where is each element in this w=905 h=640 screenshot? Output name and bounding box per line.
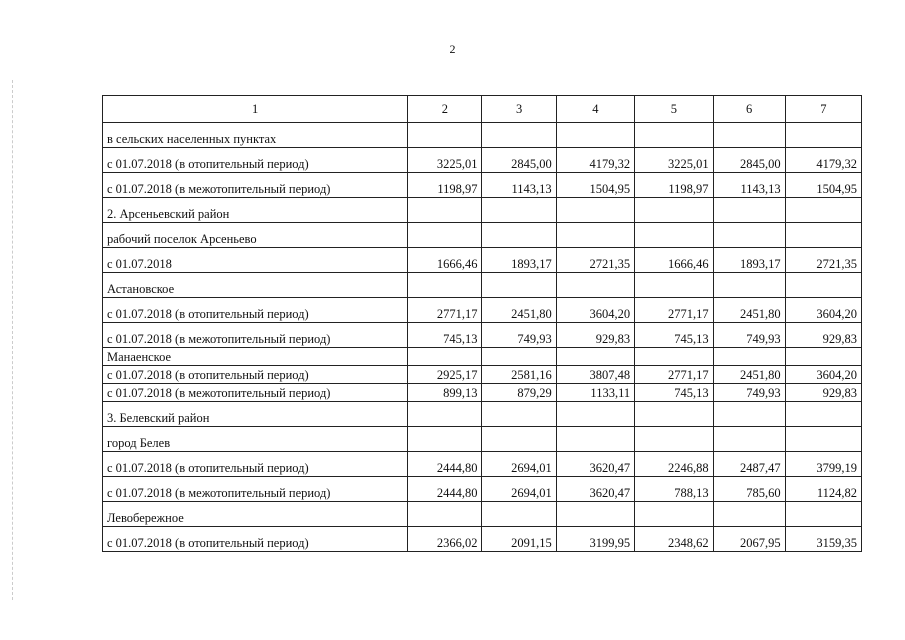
value-cell [785, 427, 861, 452]
table-row [103, 366, 862, 384]
table-row [103, 452, 862, 477]
table-header-row [103, 96, 862, 123]
value-cell: 3799,19 [785, 452, 861, 477]
value-cell [556, 198, 634, 223]
value-cell: 3225,01 [635, 148, 713, 173]
row-label: с 01.07.2018 (в отопительный период) [103, 527, 408, 552]
row-label: с 01.07.2018 (в отопительный период) [103, 148, 408, 173]
table-row [103, 427, 862, 452]
value-cell: 2067,95 [713, 527, 785, 552]
column-header: 4 [556, 96, 634, 123]
value-cell [635, 427, 713, 452]
table-row [103, 198, 862, 223]
value-cell [482, 502, 556, 527]
value-cell: 2845,00 [713, 148, 785, 173]
value-cell [408, 502, 482, 527]
value-cell: 899,13 [408, 384, 482, 402]
value-cell: 2771,17 [635, 298, 713, 323]
value-cell: 2771,17 [635, 366, 713, 384]
value-cell [635, 502, 713, 527]
value-cell: 3604,20 [556, 298, 634, 323]
row-label: в сельских населенных пунктах [103, 123, 408, 148]
table-row [103, 223, 862, 248]
value-cell [556, 427, 634, 452]
value-cell: 2925,17 [408, 366, 482, 384]
value-cell [556, 223, 634, 248]
value-cell [635, 198, 713, 223]
value-cell [408, 223, 482, 248]
value-cell: 2451,80 [482, 298, 556, 323]
tariff-table-body [103, 96, 862, 552]
value-cell: 3225,01 [408, 148, 482, 173]
value-cell [408, 402, 482, 427]
value-cell [713, 348, 785, 366]
value-cell [556, 273, 634, 298]
value-cell [635, 402, 713, 427]
row-label: с 01.07.2018 (в межотопительный период) [103, 323, 408, 348]
value-cell [482, 198, 556, 223]
value-cell: 2451,80 [713, 298, 785, 323]
table-row [103, 502, 862, 527]
value-cell [482, 348, 556, 366]
value-cell: 879,29 [482, 384, 556, 402]
row-label: с 01.07.2018 (в межотопительный период) [103, 173, 408, 198]
value-cell [482, 427, 556, 452]
row-label: рабочий поселок Арсеньево [103, 223, 408, 248]
value-cell: 749,93 [713, 323, 785, 348]
value-cell [713, 273, 785, 298]
column-header: 7 [785, 96, 861, 123]
value-cell: 785,60 [713, 477, 785, 502]
value-cell: 1504,95 [785, 173, 861, 198]
value-cell [713, 123, 785, 148]
table-row [103, 323, 862, 348]
value-cell: 3620,47 [556, 452, 634, 477]
column-header: 3 [482, 96, 556, 123]
table-row [103, 348, 862, 366]
row-label: с 01.07.2018 (в отопительный период) [103, 298, 408, 323]
value-cell: 745,13 [635, 323, 713, 348]
value-cell: 1143,13 [713, 173, 785, 198]
row-label: 2. Арсеньевский район [103, 198, 408, 223]
value-cell [408, 123, 482, 148]
value-cell: 2444,80 [408, 477, 482, 502]
value-cell: 929,83 [785, 384, 861, 402]
value-cell [482, 273, 556, 298]
value-cell: 929,83 [785, 323, 861, 348]
value-cell: 2444,80 [408, 452, 482, 477]
value-cell [785, 123, 861, 148]
value-cell [482, 123, 556, 148]
table-row [103, 477, 862, 502]
tariff-table [102, 95, 862, 552]
value-cell [635, 223, 713, 248]
table-row [103, 148, 862, 173]
column-header: 2 [408, 96, 482, 123]
value-cell: 1666,46 [408, 248, 482, 273]
table-row [103, 273, 862, 298]
value-cell [785, 273, 861, 298]
value-cell [713, 502, 785, 527]
row-label: Астановское [103, 273, 408, 298]
value-cell: 4179,32 [556, 148, 634, 173]
value-cell: 2771,17 [408, 298, 482, 323]
value-cell: 2694,01 [482, 477, 556, 502]
value-cell [785, 402, 861, 427]
row-label: Левобережное [103, 502, 408, 527]
value-cell [408, 198, 482, 223]
value-cell: 1133,11 [556, 384, 634, 402]
value-cell [556, 502, 634, 527]
value-cell: 2581,16 [482, 366, 556, 384]
column-header: 1 [103, 96, 408, 123]
value-cell [482, 223, 556, 248]
row-label: с 01.07.2018 (в межотопительный период) [103, 384, 408, 402]
value-cell [713, 402, 785, 427]
value-cell: 1893,17 [713, 248, 785, 273]
row-label: город Белев [103, 427, 408, 452]
table-row [103, 527, 862, 552]
value-cell: 2091,15 [482, 527, 556, 552]
value-cell: 749,93 [713, 384, 785, 402]
value-cell [785, 223, 861, 248]
value-cell: 1504,95 [556, 173, 634, 198]
table-row [103, 173, 862, 198]
value-cell: 745,13 [635, 384, 713, 402]
value-cell [408, 348, 482, 366]
value-cell [408, 427, 482, 452]
value-cell: 3620,47 [556, 477, 634, 502]
value-cell [635, 123, 713, 148]
table-row [103, 298, 862, 323]
table-row [103, 248, 862, 273]
table-row [103, 384, 862, 402]
value-cell: 3159,35 [785, 527, 861, 552]
value-cell [785, 502, 861, 527]
row-label: 3. Белевский район [103, 402, 408, 427]
value-cell: 2366,02 [408, 527, 482, 552]
value-cell: 3807,48 [556, 366, 634, 384]
value-cell: 2721,35 [556, 248, 634, 273]
value-cell: 1143,13 [482, 173, 556, 198]
value-cell [635, 273, 713, 298]
value-cell [713, 427, 785, 452]
value-cell [556, 402, 634, 427]
value-cell: 749,93 [482, 323, 556, 348]
value-cell: 3604,20 [785, 366, 861, 384]
value-cell [785, 348, 861, 366]
value-cell [556, 123, 634, 148]
row-label: с 01.07.2018 (в межотопительный период) [103, 477, 408, 502]
row-label: с 01.07.2018 (в отопительный период) [103, 452, 408, 477]
row-label: с 01.07.2018 (в отопительный период) [103, 366, 408, 384]
row-label: с 01.07.2018 [103, 248, 408, 273]
table-row [103, 402, 862, 427]
value-cell [556, 348, 634, 366]
margin-mark [12, 80, 14, 600]
value-cell: 2246,88 [635, 452, 713, 477]
value-cell: 745,13 [408, 323, 482, 348]
row-label: Манаенское [103, 348, 408, 366]
value-cell: 788,13 [635, 477, 713, 502]
value-cell: 1666,46 [635, 248, 713, 273]
value-cell: 1198,97 [635, 173, 713, 198]
value-cell: 4179,32 [785, 148, 861, 173]
value-cell: 3604,20 [785, 298, 861, 323]
value-cell: 1198,97 [408, 173, 482, 198]
value-cell [635, 348, 713, 366]
column-header: 5 [635, 96, 713, 123]
value-cell [482, 402, 556, 427]
value-cell [713, 223, 785, 248]
value-cell: 2451,80 [713, 366, 785, 384]
value-cell: 2721,35 [785, 248, 861, 273]
value-cell: 2487,47 [713, 452, 785, 477]
value-cell: 3199,95 [556, 527, 634, 552]
value-cell [713, 198, 785, 223]
value-cell: 2694,01 [482, 452, 556, 477]
value-cell: 1893,17 [482, 248, 556, 273]
value-cell: 929,83 [556, 323, 634, 348]
page-number: 2 [449, 42, 456, 56]
value-cell: 2845,00 [482, 148, 556, 173]
table-row [103, 123, 862, 148]
value-cell [408, 273, 482, 298]
value-cell: 2348,62 [635, 527, 713, 552]
value-cell [785, 198, 861, 223]
value-cell: 1124,82 [785, 477, 861, 502]
column-header: 6 [713, 96, 785, 123]
